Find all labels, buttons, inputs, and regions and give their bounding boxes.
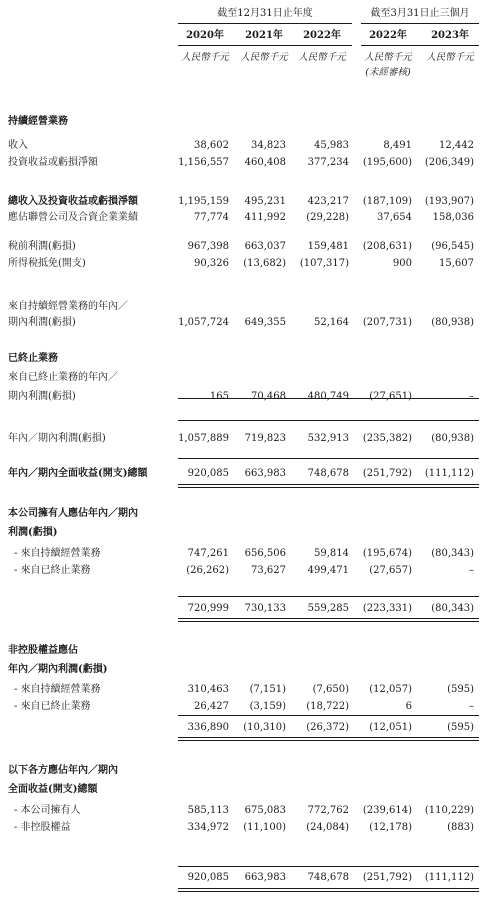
cell-value: (193,907) (424, 196, 474, 207)
cell-value: 423,217 (307, 196, 349, 207)
cell-value: (195,674) (362, 548, 412, 559)
cell-value: (26,262) (186, 565, 229, 576)
cell-value: (251,792) (362, 468, 412, 479)
cell-value: – (469, 701, 474, 712)
cell-value: 38,602 (194, 140, 229, 151)
subtotal-rule (178, 596, 479, 597)
cell-value: (207,731) (362, 317, 412, 328)
cell-value: 45,983 (314, 140, 349, 151)
row-label: 期內利潤(虧損) (8, 391, 76, 402)
row-label: 總收入及投資收益或虧損淨額 (8, 196, 138, 207)
cell-value: (595) (447, 684, 474, 695)
cell-value: 336,890 (187, 722, 229, 733)
cell-value: (96,545) (431, 241, 474, 252)
row-label: 所得稅抵免(開支) (8, 258, 86, 269)
cell-value: (80,343) (431, 603, 474, 614)
cell-value: (111,112) (424, 872, 474, 883)
year-rule-quarter (361, 45, 479, 46)
subtotal-rule (178, 866, 479, 867)
subtotal-rule (178, 715, 479, 716)
total-double-rule (178, 618, 479, 622)
row-label: - 來自持續經營業務 (14, 548, 101, 559)
row-label: 利潤(虧損) (8, 527, 58, 538)
row-label: 收入 (8, 140, 28, 151)
cell-value: – (469, 391, 474, 402)
unit-label: 人民幣千元 (426, 52, 474, 63)
unit-label: 人民幣千元 (181, 52, 229, 63)
header-rule-quarter (361, 23, 479, 24)
cell-value: (80,343) (431, 548, 474, 559)
cell-value: (208,631) (362, 241, 412, 252)
cell-value: 480,749 (307, 391, 349, 402)
cell-value: – (469, 565, 474, 576)
year-header: 2020年 (186, 30, 224, 41)
cell-value: (206,349) (424, 157, 474, 168)
cell-value: (223,331) (362, 603, 412, 614)
total-double-rule (178, 484, 479, 488)
cell-value: (12,051) (369, 722, 412, 733)
cell-value: (80,938) (431, 433, 474, 444)
cell-value: 158,036 (432, 212, 474, 223)
cell-value: 748,678 (307, 468, 349, 479)
cell-value: 585,113 (187, 805, 229, 816)
cell-value: 747,261 (187, 548, 229, 559)
cell-value: 675,083 (244, 805, 286, 816)
cell-value: (883) (447, 822, 474, 833)
cell-value: 663,983 (244, 872, 286, 883)
cell-value: (195,600) (362, 157, 412, 168)
row-label: 本公司擁有人應佔年內／期內 (8, 508, 138, 519)
cell-value: 6 (405, 701, 412, 712)
unaudited-note: (未經審核) (365, 67, 411, 78)
cell-value: 719,823 (244, 433, 286, 444)
cell-value: 411,992 (244, 212, 286, 223)
cell-value: (26,372) (306, 722, 349, 733)
cell-value: 70,468 (251, 391, 286, 402)
cell-value: 37,654 (377, 212, 412, 223)
cell-value: (12,057) (369, 684, 412, 695)
cell-value: 90,326 (194, 258, 229, 269)
year-header: 2021年 (245, 30, 283, 41)
cell-value: 460,408 (244, 157, 286, 168)
cell-value: (27,651) (369, 391, 412, 402)
cell-value: (80,938) (431, 317, 474, 328)
unit-label: 人民幣千元 (298, 52, 346, 63)
row-label: - 來自持續經營業務 (14, 684, 101, 695)
cell-value: 26,427 (194, 701, 229, 712)
row-label: - 非控股權益 (14, 822, 71, 833)
cell-value: 663,983 (244, 468, 286, 479)
subtotal-rule (178, 398, 479, 399)
row-label: 以下各方應佔年內／期內 (8, 765, 118, 776)
cell-value: (7,151) (249, 684, 286, 695)
cell-value: 1,195,159 (178, 196, 229, 207)
total-double-rule (178, 888, 479, 892)
row-label: 稅前利潤(虧損) (8, 241, 76, 252)
cell-value: 12,442 (439, 140, 474, 151)
cell-value: (110,229) (424, 805, 474, 816)
unit-label: 人民幣千元 (364, 52, 412, 63)
cell-value: 920,085 (187, 872, 229, 883)
cell-value: 499,471 (307, 565, 349, 576)
cell-value: 730,133 (244, 603, 286, 614)
row-label: - 來自已終止業務 (14, 701, 91, 712)
cell-value: 920,085 (187, 468, 229, 479)
row-label: 來自已終止業務的年內／ (8, 372, 118, 383)
row-label: 應佔聯營公司及合資企業業績 (8, 212, 138, 223)
cell-value: (18,722) (306, 701, 349, 712)
row-label: 全面收益(開支)總額 (8, 784, 98, 795)
cell-value: 532,913 (307, 433, 349, 444)
cell-value: 1,156,557 (178, 157, 229, 168)
year-header: 2023年 (431, 30, 469, 41)
cell-value: (239,614) (362, 805, 412, 816)
row-label: 期內利潤(虧損) (8, 317, 76, 328)
cell-value: 656,506 (244, 548, 286, 559)
cell-value: 495,231 (244, 196, 286, 207)
year-header: 2022年 (369, 30, 407, 41)
cell-value: (12,178) (369, 822, 412, 833)
year-header: 2022年 (303, 30, 341, 41)
cell-value: 165 (209, 391, 229, 402)
row-label: 非控股權益應佔 (8, 645, 78, 656)
cell-value: (3,159) (249, 701, 286, 712)
row-label: 年內／期內全面收益(開支)總額 (8, 468, 148, 479)
unit-label: 人民幣千元 (240, 52, 288, 63)
cell-value: (595) (447, 722, 474, 733)
total-double-rule (178, 737, 479, 741)
cell-value: 377,234 (307, 157, 349, 168)
cell-value: (187,109) (362, 196, 412, 207)
cell-value: (24,084) (306, 822, 349, 833)
cell-value: (251,792) (362, 872, 412, 883)
cell-value: 748,678 (307, 872, 349, 883)
cell-value: (27,657) (369, 565, 412, 576)
row-label: 持續經營業務 (8, 116, 68, 127)
row-label: 來自持續經營業務的年內／ (8, 301, 128, 312)
cell-value: 8,491 (383, 140, 412, 151)
header-rule-annual (178, 23, 352, 24)
row-label: 投資收益或虧損淨額 (8, 157, 98, 168)
cell-value: 59,814 (314, 548, 349, 559)
cell-value: 77,774 (194, 212, 229, 223)
period-header-annual: 截至12月31日止年度 (217, 8, 313, 19)
row-label: - 來自已終止業務 (14, 565, 91, 576)
cell-value: 663,037 (244, 241, 286, 252)
cell-value: 15,607 (439, 258, 474, 269)
total-rule (178, 458, 479, 459)
row-label: - 本公司擁有人 (14, 805, 81, 816)
subtotal-rule (178, 420, 479, 421)
cell-value: (7,650) (312, 684, 349, 695)
cell-value: 1,057,889 (178, 433, 229, 444)
cell-value: 967,398 (187, 241, 229, 252)
cell-value: (107,317) (299, 258, 349, 269)
cell-value: 34,823 (251, 140, 286, 151)
year-rule-annual (178, 45, 352, 46)
cell-value: 559,285 (307, 603, 349, 614)
cell-value: 1,057,724 (178, 317, 229, 328)
row-label: 年內／期內利潤(虧損) (8, 664, 108, 675)
cell-value: 772,762 (307, 805, 349, 816)
cell-value: (111,112) (424, 468, 474, 479)
cell-value: 720,999 (187, 603, 229, 614)
row-label: 年內／期內利潤(虧損) (8, 433, 106, 444)
cell-value: (29,228) (306, 212, 349, 223)
cell-value: (235,382) (362, 433, 412, 444)
cell-value: 159,481 (307, 241, 349, 252)
cell-value: 334,972 (187, 822, 229, 833)
cell-value: 900 (392, 258, 412, 269)
row-label: 已終止業務 (8, 353, 58, 364)
cell-value: (10,310) (243, 722, 286, 733)
cell-value: (11,100) (243, 822, 286, 833)
period-header-quarter: 截至3月31日止三個月 (370, 8, 470, 19)
cell-value: 649,355 (244, 317, 286, 328)
cell-value: 73,627 (251, 565, 286, 576)
cell-value: (13,682) (243, 258, 286, 269)
cell-value: 310,463 (187, 684, 229, 695)
cell-value: 52,164 (314, 317, 349, 328)
